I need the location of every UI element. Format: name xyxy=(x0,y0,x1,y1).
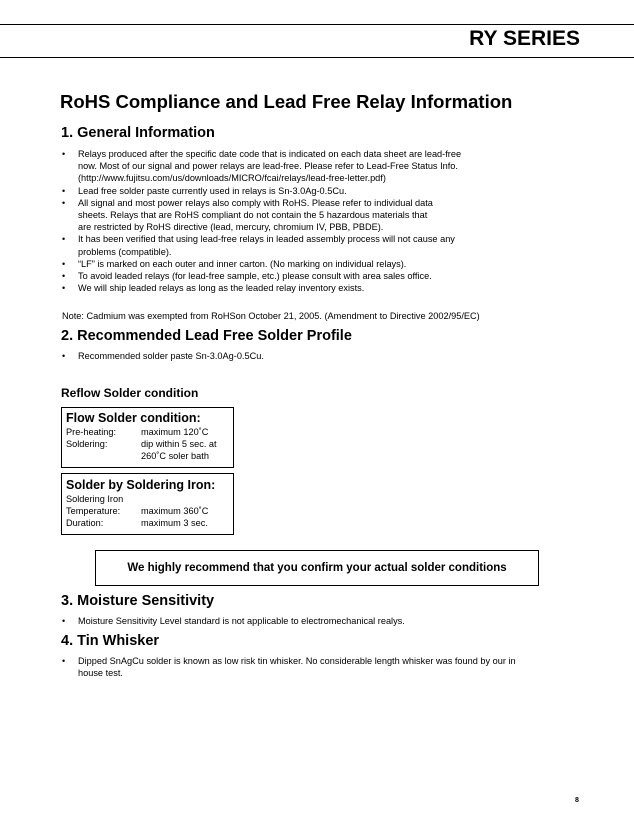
cadmium-note: Note: Cadmium was exempted from RoHSon October 21, 2005. (Amendment to Directive 2002/95/EC) xyxy=(62,311,480,321)
section3-heading: 3. Moisture Sensitivity xyxy=(61,593,215,609)
header-top-rule xyxy=(0,24,634,25)
list-item: • “LF” is marked on each outer and inner carton. (No marking on individual relays). xyxy=(62,258,582,270)
list-item: • It has been verified that using lead-free relays in leaded assembly process will not cause any problems (compatible). xyxy=(62,233,582,257)
soldering-value: dip within 5 sec. at 260˚C soler bath xyxy=(141,438,217,461)
section4-list xyxy=(62,655,592,679)
series-title: RY SERIES xyxy=(469,27,580,50)
list-item: • To avoid leaded relays (for lead-free sample, etc.) please consult with area sales office. xyxy=(62,270,582,282)
temperature-label: Temperature: xyxy=(66,505,121,516)
list-item: • All signal and most power relays also comply with RoHS. Please refer to individual data sheets. Relays that are RoHS compliant do not contain the 5 hazardous materials that are restricted by RoHS directive (lead, mercury, chromium IV, PBB, PBDE). xyxy=(62,197,582,234)
section2-heading: 2. Recommended Lead Free Solder Profile xyxy=(61,328,352,344)
soldering-iron-title: Solder by Soldering Iron: xyxy=(66,478,216,492)
soldering-label: Soldering: xyxy=(66,438,108,449)
soldering-iron-subtitle: Soldering Iron xyxy=(66,494,124,504)
flow-solder-box xyxy=(61,407,234,468)
recommendation-box: We highly recommend that you confirm your actual solder conditions xyxy=(95,550,539,586)
section2-list xyxy=(62,350,582,362)
section4-heading: 4. Tin Whisker xyxy=(61,633,160,649)
section1-heading: 1. General Information xyxy=(61,125,215,141)
list-item: • Recommended solder paste Sn-3.0Ag-0.5Cu. xyxy=(62,350,582,362)
list-item: • Lead free solder paste currently used in relays is Sn-3.0Ag-0.5Cu. xyxy=(62,185,582,197)
soldering-row xyxy=(66,439,229,463)
list-item: • Relays produced after the specific date code that is indicated on each data sheet are lead-free now. Most of our signal and power relays are lead-free. Please refer to Lead-Free Status Info. (http://www.fujitsu.com/us/downloads/MICRO/fcai/relays/lead-free-letter.pdf) xyxy=(62,148,582,185)
section3-list xyxy=(62,615,582,627)
soldering-iron-box xyxy=(61,473,234,535)
section1-list xyxy=(62,148,582,294)
preheat-value: maximum 120˚C xyxy=(141,427,209,437)
flow-solder-title: Flow Solder condition: xyxy=(66,411,201,425)
temperature-value: maximum 360˚C xyxy=(141,505,209,516)
header-bottom-rule xyxy=(0,57,634,58)
duration-row xyxy=(66,518,229,530)
reflow-heading: Reflow Solder condition xyxy=(61,386,199,400)
preheat-row xyxy=(66,427,229,439)
list-item: • Dipped SnAgCu solder is known as low risk tin whisker. No considerable length whisker was found by our in house test. xyxy=(62,655,592,679)
temperature-row xyxy=(66,506,229,518)
page-number: 8 xyxy=(575,797,579,804)
list-item: • We will ship leaded relays as long as the leaded relay inventory exists. xyxy=(62,282,582,294)
duration-label: Duration: xyxy=(66,517,104,528)
preheat-label: Pre-heating: xyxy=(66,427,117,437)
duration-value: maximum 3 sec. xyxy=(141,517,208,528)
list-item: • Moisture Sensitivity Level standard is not applicable to electromechanical realys. xyxy=(62,615,582,627)
page-title: RoHS Compliance and Lead Free Relay Information xyxy=(60,91,513,112)
